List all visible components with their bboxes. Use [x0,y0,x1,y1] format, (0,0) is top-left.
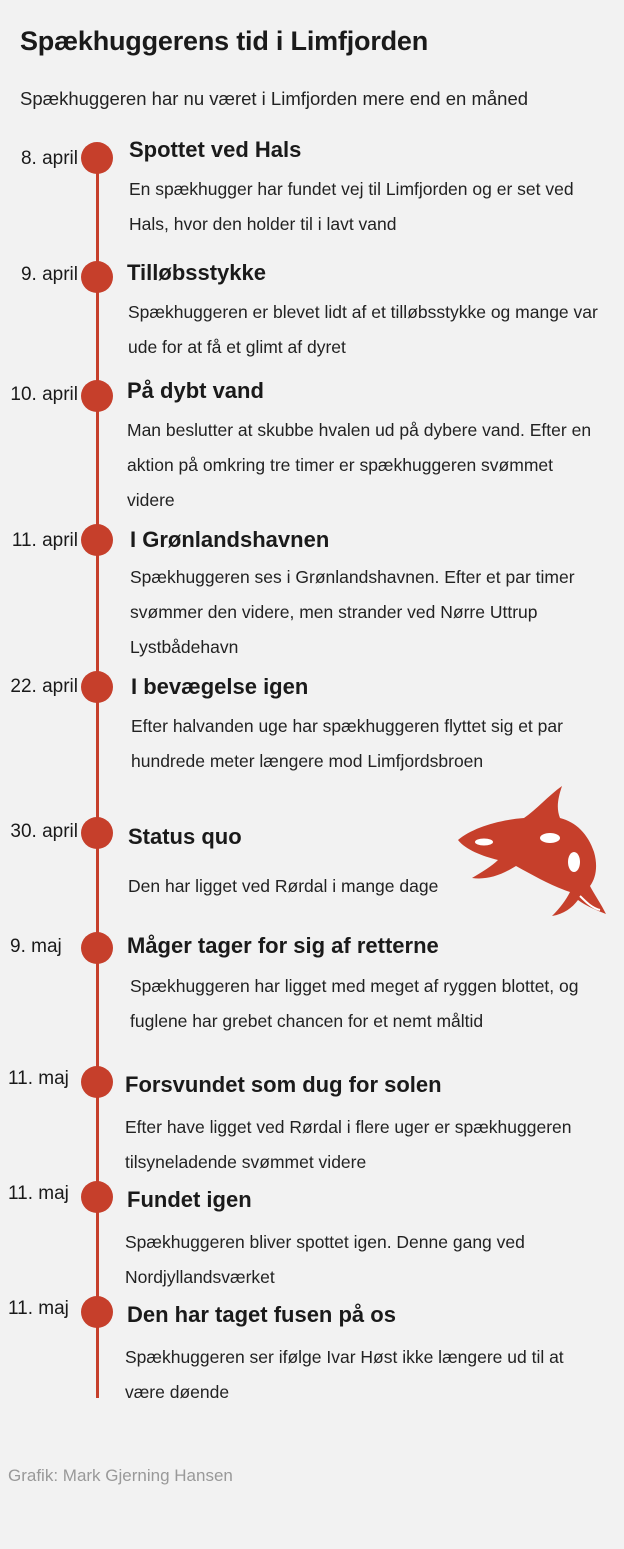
event-date: 11. april [11,530,78,551]
event-date: 30. april [10,821,78,842]
event-title: Den har taget fusen på os [127,1302,396,1327]
event-description: Man beslutter at skubbe hvalen ud på dybere vand. Efter en aktion på omkring tre timer er spækhuggeren svømmet videre [127,420,592,510]
timeline-dot [81,1296,113,1328]
event-title: I bevægelse igen [131,674,309,699]
timeline-dot [81,817,113,849]
event-date: 11. maj [8,1183,69,1204]
orca-icon [452,782,608,922]
event-description: Spækhuggeren ses i Grønlandshavnen. Efter et par timer svømmer den videre, men strander ved Nørre Uttrup Lystbådehavn [130,567,575,657]
page-subtitle: Spækhuggeren har nu været i Limfjorden mere end en måned [20,88,529,109]
event-title: På dybt vand [127,378,264,403]
event-date: 11. maj [8,1068,69,1089]
event-date: 22. april [10,676,78,697]
event-description: Den har ligget ved Rørdal i mange dage [128,876,439,896]
event-date: 11. maj [8,1298,69,1319]
timeline-dot [81,1181,113,1213]
timeline-dot [81,261,113,293]
event-date: 10. april [10,384,78,405]
event-title: Måger tager for sig af retterne [127,933,439,958]
page-title: Spækhuggerens tid i Limfjorden [20,26,429,56]
event-title: Status quo [128,824,242,849]
timeline-dot [81,524,113,556]
event-description: Spækhuggeren har ligget med meget af ryggen blottet, og fuglene har grebet chancen for et nemt måltid [130,976,579,1031]
event-title: Fundet igen [127,1187,252,1212]
event-date: 9. april [20,264,78,285]
event-date: 9. maj [10,936,62,957]
event-title: Spottet ved Hals [129,137,302,162]
event-date: 8. april [20,148,78,169]
timeline-dot [81,671,113,703]
event-description: Spækhuggeren bliver spottet igen. Denne gang ved Nordjyllandsværket [125,1232,525,1287]
event-description: Spækhuggeren ser ifølge Ivar Høst ikke længere ud til at være døende [125,1347,564,1402]
event-description: En spækhugger har fundet vej til Limfjorden og er set ved Hals, hvor den holder til i lavt vand [129,179,574,234]
event-title: Tilløbsstykke [127,260,266,285]
timeline-dot [81,380,113,412]
credit-text: Grafik: Mark Gjerning Hansen [8,1466,233,1485]
event-description: Spækhuggeren er blevet lidt af et tilløbsstykke og mange var ude for at få et glimt af dyret [128,302,598,357]
timeline-dot [81,1066,113,1098]
timeline-dot [81,142,113,174]
event-title: Forsvundet som dug for solen [125,1072,442,1097]
event-title: I Grønlandshavnen [130,527,330,552]
timeline-dot [81,932,113,964]
event-description: Efter have ligget ved Rørdal i flere uger er spækhuggeren tilsyneladende svømmet videre [125,1117,572,1172]
event-description: Efter halvanden uge har spækhuggeren flyttet sig et par hundrede meter længere mod Limfjordsbroen [131,716,563,771]
